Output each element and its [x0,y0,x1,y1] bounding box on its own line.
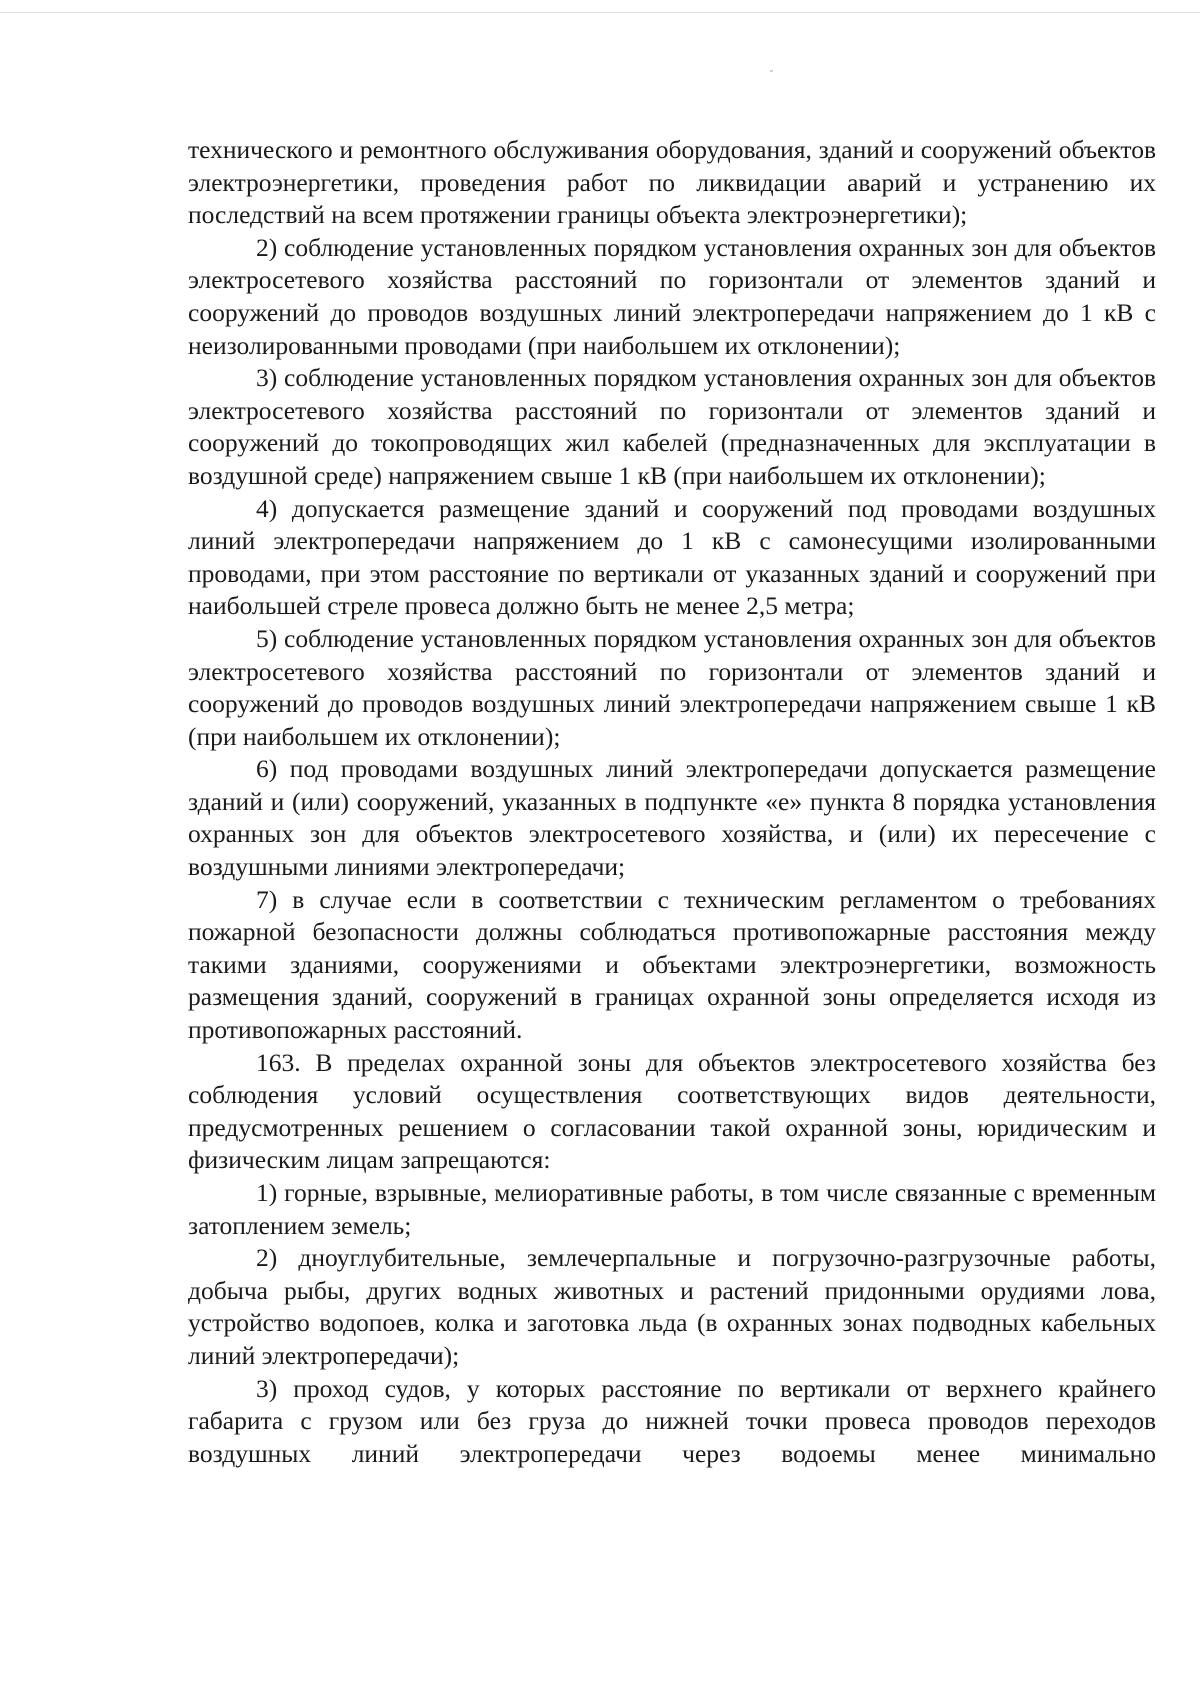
paragraph-163-item-3: 3) проход судов, у которых расстояние по вертикали от верхнего крайнего габарита с грузом или без груза до нижней точки провеса проводов переходов воздушных линий электропередачи через водоемы менее минимально [188,1373,1156,1468]
scan-top-edge [0,12,1200,13]
paragraph-163-item-2: 2) дноуглубительные, землечерпальные и погрузочно-разгрузочные работы, добыча рыбы, других водных животных и растений придонными орудиями лова, устройство водопоев, колка и заготовка льда (в охранных зонах подводных кабельных линий электропередачи); [188,1243,1156,1370]
paragraph-163-item-1: 1) горные, взрывные, мелиоративные работы, в том числе связанные с временным затоплением земель; [188,1178,1156,1240]
paragraph-item-3: 3) соблюдение установленных порядком установления охранных зон для объектов электросетевого хозяйства расстояний по горизонтали от элементов зданий и сооружений до токопроводящих жил кабелей (предназначенных для эксплуатации в воздушной среде) напряжением свыше 1 кВ (при наибольшем их отклонении); [188,363,1156,490]
paragraph-item-4: 4) допускается размещение зданий и сооружений под проводами воздушных линий электропередачи напряжением до 1 кВ с самонесущими изолированными проводами, при этом расстояние по вертикали от указанных зданий и сооружений при наибольшей стреле провеса должно быть не менее 2,5 метра; [188,493,1156,621]
paragraph-item-6: 6) под проводами воздушных линий электропередачи допускается размещение зданий и (или) сооружений, указанных в подпункте «е» пункта 8 порядка установления охранных зон для объектов электросетевого хозяйства, и (или) их пересечение с воздушными линиями электропередачи; [188,754,1156,882]
paragraph-item-2: 2) соблюдение установленных порядком установления охранных зон для объектов электросетевого хозяйства расстояний по горизонтали от элементов зданий и сооружений до проводов воздушных линий электропередачи напряжением до 1 кВ с неизолированными проводами (при наибольшем их отклонении); [188,232,1156,360]
paragraph-item-7: 7) в случае если в соответствии с техническим регламентом о требованиях пожарной безопасности должны соблюдаться противопожарные расстояния между такими зданиями, сооружениями и объектами электроэнергетики, возможность размещения зданий, сооружений в границах охранной зоны определяется исходя из противопожарных расстояний. [188,884,1156,1045]
scan-speck [770,70,773,72]
document-body [188,134,1156,1470]
paragraph-section-163: 163. В пределах охранной зоны для объектов электросетевого хозяйства без соблюдения условий осуществления соответствующих видов деятельности, предусмотренных решением о согласовании такой охранной зоны, юридическим и физическим лицам запрещаются: [188,1047,1156,1175]
paragraph-continuation: технического и ремонтного обслуживания оборудования, зданий и сооружений объектов электроэнергетики, проведения работ по ликвидации аварий и устранению их последствий на всем протяжении границы объекта электроэнергетики); [188,135,1156,230]
paragraph-item-5: 5) соблюдение установленных порядком установления охранных зон для объектов электросетевого хозяйства расстояний по горизонтали от элементов зданий и сооружений до проводов воздушных линий электропередачи напряжением свыше 1 кВ (при наибольшем их отклонении); [188,623,1156,751]
